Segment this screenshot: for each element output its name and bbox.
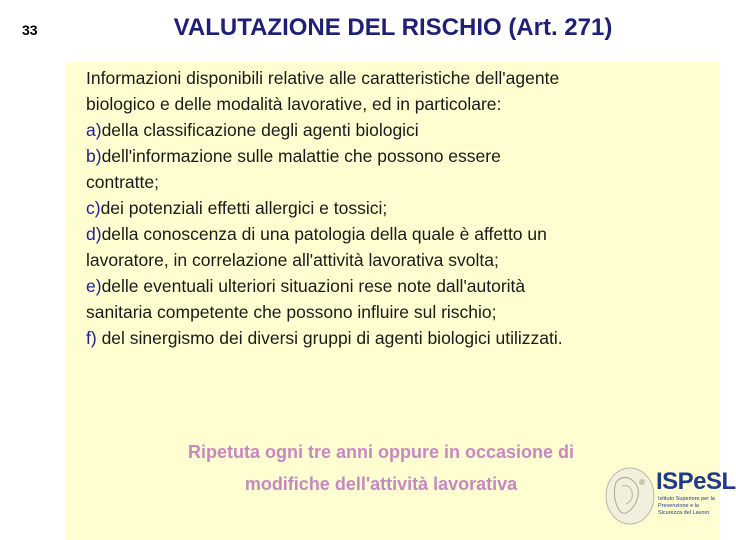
list-item-e-continued: sanitaria competente che possono influire sul rischio; [86,302,497,322]
footer-note [106,436,656,500]
list-text-d: della conoscenza di una patologia della quale è affetto un [101,224,547,244]
list-item-b-continued: contratte; [86,172,159,192]
list-item-e [86,273,706,299]
content-panel [66,62,736,540]
list-item-c [86,195,706,221]
list-item-b [86,143,706,169]
list-text-a: della classificazione degli agenti biologici [101,120,419,140]
body-text [86,65,706,351]
logo-name: ISPeSL [656,468,736,495]
list-item-f [86,325,706,351]
footer-note-line-2: modifiche dell'attività lavorativa [244,474,518,494]
slide-title: VALUTAZIONE DEL RISCHIO (Art. 271) [173,14,613,41]
list-letter-a: a) [86,120,102,140]
ispesl-logo [602,462,736,528]
list-text-b: dell'informazione sulle malattie che possono essere [101,146,501,166]
list-item-a [86,117,706,143]
footer-note-line-1: Ripetuta ogni tre anni oppure in occasione di [187,442,575,462]
list-text-e: delle eventuali ulteriori situazioni rese note dall'autorità [101,276,526,296]
intro-line-2: biologico e delle modalità lavorative, ed in particolare: [86,94,502,114]
list-text-f: del sinergismo dei diversi gruppi di agenti biologici utilizzati. [101,328,563,348]
list-item-d [86,221,706,247]
list-letter-e: e) [86,276,102,296]
list-letter-f: f) [86,328,97,348]
list-letter-c: c) [86,198,101,218]
slide-number: 33 [22,22,38,38]
list-item-d-continued: lavoratore, in correlazione all'attività lavorativa svolta; [86,250,499,270]
logo-subtitle: Istituto Superiore per la Prevenzione e la Sicurezza del Lavoro [658,496,715,516]
intro-line-1: Informazioni disponibili relative alle caratteristiche dell'agente [86,68,560,88]
list-letter-d: d) [86,224,102,244]
ispesl-emblem-icon [602,462,658,526]
list-letter-b: b) [86,146,102,166]
list-text-c: dei potenziali effetti allergici e tossici; [100,198,388,218]
left-margin-band [0,0,66,540]
